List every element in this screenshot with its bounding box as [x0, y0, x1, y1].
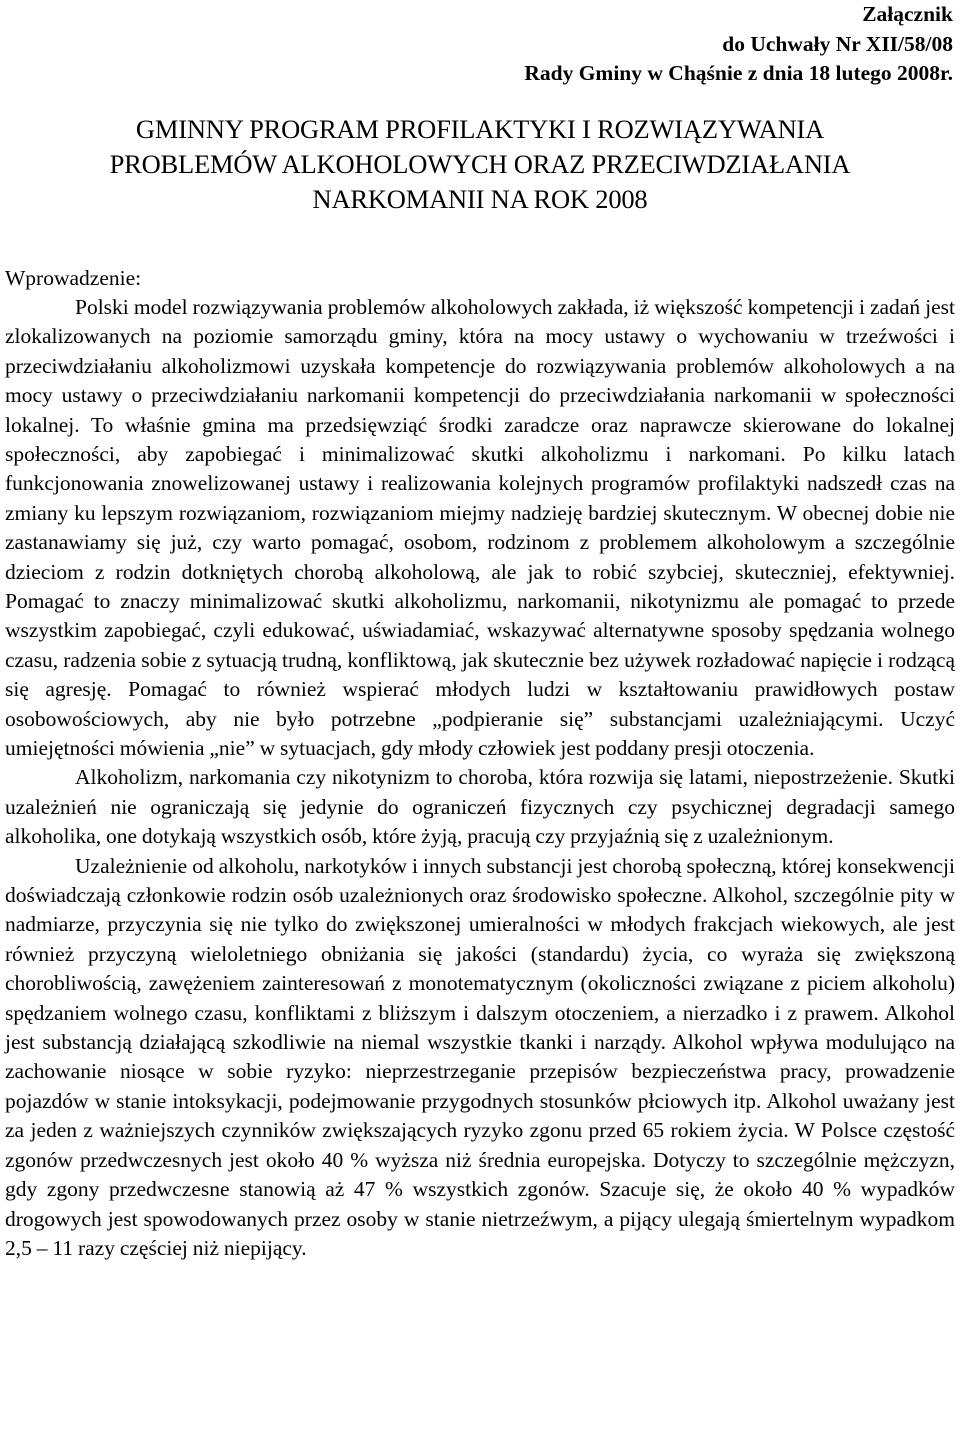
annex-header	[5, 0, 953, 89]
annex-line-1: Załącznik	[862, 2, 953, 26]
title-line-1: GMINNY PROGRAM PROFILAKTYKI I ROZWIĄZYWANIA	[135, 113, 825, 144]
intro-label: Wprowadzenie:	[5, 265, 142, 290]
document-page	[5, 0, 955, 1263]
title-line-2: PROBLEMÓW ALKOHOLOWYCH ORAZ PRZECIWDZIAŁANIA	[109, 148, 851, 179]
paragraph-alcoholism: Alkoholizm, narkomania czy nikotynizm to choroba, która rozwija się latami, niepostrzeżenie. Skutki uzależnień nie ograniczają się jedynie do ograniczeń fizycznych czy psychicznej degradacji samego alkoholika, one dotykają wszystkich osób, które żyją, pracują czy przyjaźnią się z uzależnionym.	[5, 765, 955, 849]
annex-line-2: do Uchwały Nr XII/58/08	[722, 31, 953, 56]
document-title	[5, 112, 955, 217]
annex-line-3: Rady Gminy w Chąśnie z dnia 18 lutego 2008r.	[524, 61, 953, 85]
paragraph-addiction: Uzależnienie od alkoholu, narkotyków i innych substancji jest chorobą społeczną, której konsekwencji doświadczają członkowie rodzin osób uzależnionych oraz środowisko społeczne. Alkohol, szczególnie pity w nadmiarze, przyczynia się nie tylko do zwiększonej umieralności w młodych frakcjach wiekowych, ale jest również przyczyną wieloletniego obniżania się jakości (standardu) życia, co wyraża się zwiększoną chorobliwością, zawężeniem zainteresowań z monotematycznym (okoliczności związane z piciem alkoholu) spędzaniem wolnego czasu, konfliktami z bliższym i dalszym otoczeniem, a nierzadko i z prawem. Alkohol jest substancją działającą szkodliwie na niemal wszystkie tkanki i narządy. Alkohol wpływa modulująco na zachowanie niosące w sobie ryzyko: nieprzestrzeganie przepisów bezpieczeństwa pracy, prowadzenie pojazdów w stanie intoksykacji, podejmowanie przygodnych stosunków płciowych itp. Alkohol uważany jest za jeden z ważniejszych czynników zwiększających ryzyko zgonu przed 65 rokiem życia. W Polsce częstość zgonów przedwczesnych jest około 40 % wyższa niż średnia europejska. Dotyczy to szczególnie mężczyzn, gdy zgony przedwczesne stanowią aż 47 % wszystkich zgonów. Szacuje się, że około 40 % wypadków drogowych jest spowodowanych przez osoby w stanie nietrzeźwym, a pijący ulegają śmiertelnym wypadkom 2,5 – 11 razy częściej niż niepijący.	[5, 853, 955, 1260]
paragraph-intro: Polski model rozwiązywania problemów alkoholowych zakłada, iż większość kompetencji i zadań jest zlokalizowanych na poziomie samorządu gminy, która na mocy ustawy o wychowaniu w trzeźwości i przeciwdziałaniu alkoholizmowi uzyskała kompetencje do rozwiązywania problemów alkoholowych a na mocy ustawy o przeciwdziałaniu narkomanii kompetencji do przeciwdziałania narkomanii w społeczności lokalnej. To właśnie gmina ma przedsięwziąć środki zaradcze oraz naprawcze skierowane do lokalnej społeczności, aby zapobiegać i minimalizować skutki alkoholizmu i narkomani. Po kilku latach funkcjonowania znowelizowanej ustawy i realizowania kolejnych programów profilaktyki nadszedł czas na zmiany ku lepszym rozwiązaniom, rozwiązaniom miejmy nadzieję bardziej skutecznym. W obecnej dobie nie zastanawiamy się już, czy warto pomagać, osobom, rodzinom z problemem alkoholowym a szczególnie dzieciom z rodzin dotkniętych chorobą alkoholową, ale jak to robić szybciej, skuteczniej, efektywniej. Pomagać to znaczy minimalizować skutki alkoholizmu, narkomanii, nikotynizmu ale pomagać to przede wszystkim zapobiegać, czyli edukować, uświadamiać, wskazywać alternatywne sposoby spędzania wolnego czasu, radzenia sobie z sytuacją trudną, konfliktową, jak skutecznie bez używek rozładować napięcie i rodzącą się agresję. Pomagać to również wspierać młodych ludzi w kształtowaniu prawidłowych postaw osobowościowych, aby nie było potrzebne „podpieranie się” substancjami uzależniającymi. Uczyć umiejętności mówienia „nie” w sytuacjach, gdy młody człowiek jest poddany presji otoczenia.	[5, 294, 955, 760]
title-line-3: NARKOMANII NA ROK 2008	[312, 183, 648, 214]
